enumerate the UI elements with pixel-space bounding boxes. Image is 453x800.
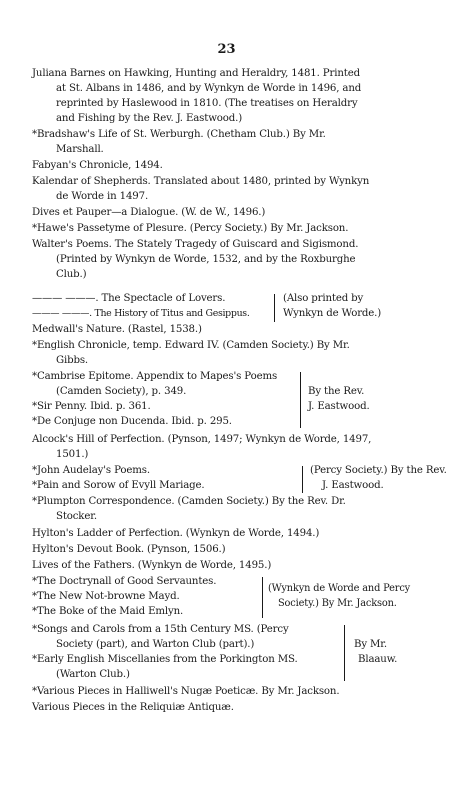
text-line: Medwall's Nature. (Rastel, 1538.) xyxy=(32,324,202,335)
brace xyxy=(270,294,275,322)
text-line: Fabyan's Chronicle, 1494. xyxy=(32,160,163,171)
text-line: J. Eastwood. xyxy=(308,401,370,412)
text-line: Kalendar of Shepherds. Translated about 1480, printed by Wynkyn xyxy=(32,176,370,187)
text-line: *De Conjuge non Ducenda. Ibid. p. 295. xyxy=(32,416,232,427)
text-line: *Songs and Carols from a 15th Century MS. (Percy xyxy=(32,624,289,635)
text-line: Club.) xyxy=(56,269,87,280)
text-line: (Warton Club.) xyxy=(56,669,130,680)
text-line: Juliana Barnes on Hawking, Hunting and Heraldry, 1481. Printed xyxy=(32,68,360,79)
text-line: By Mr. xyxy=(354,639,387,650)
text-line: *Hawe's Passetyme of Plesure. (Percy Society.) By Mr. Jackson. xyxy=(32,223,349,234)
text-line: (Printed by Wynkyn de Worde, 1532, and by the Roxburghe xyxy=(56,254,356,265)
text-line: *Early English Miscellanies from the Porkington MS. xyxy=(32,654,298,665)
text-line: Dives et Pauper—a Dialogue. (W. de W., 1496.) xyxy=(32,207,266,218)
text-line: Society (part), and Warton Club (part).) xyxy=(56,639,255,650)
text-line: Various Pieces in the Reliquiæ Antiquæ. xyxy=(32,702,234,713)
text-line: 1501.) xyxy=(56,449,89,460)
text-line: Stocker. xyxy=(56,511,97,522)
text-line: *Pain and Sorow of Evyll Mariage. xyxy=(32,480,205,491)
text-line: *The Doctrynall of Good Servauntes. xyxy=(32,576,217,587)
text-line: Hylton's Ladder of Perfection. (Wynkyn de Worde, 1494.) xyxy=(32,528,320,539)
text-line: reprinted by Haslewood in 1810. (The treatises on Heraldry xyxy=(56,98,358,109)
text-line: Lives of the Fathers. (Wynkyn de Worde, 1495.) xyxy=(32,560,272,571)
text-line: Walter's Poems. The Stately Tragedy of Guiscard and Sigismond. xyxy=(32,239,359,250)
text-line: *Bradshaw's Life of St. Werburgh. (Chetham Club.) By Mr. xyxy=(32,129,326,140)
text-line: at St. Albans in 1486, and by Wynkyn de Worde in 1496, and xyxy=(56,83,362,94)
brace xyxy=(296,372,301,428)
text-line: ——— ———. The History of Titus and Gesippus. xyxy=(32,308,250,319)
page-number: 23 xyxy=(217,42,236,57)
text-line: Alcock's Hill of Perfection. (Pynson, 1497; Wynkyn de Worde, 1497, xyxy=(32,434,372,445)
text-line: and Fishing by the Rev. J. Eastwood.) xyxy=(56,113,243,124)
text-line: (Wynkyn de Worde and Percy xyxy=(268,583,411,594)
text-line: Gibbs. xyxy=(56,355,89,366)
text-line: Hylton's Devout Book. (Pynson, 1506.) xyxy=(32,544,226,555)
text-line: Blaauw. xyxy=(358,654,398,665)
text-line: *The New Not-browne Mayd. xyxy=(32,591,180,602)
text-line: (Percy Society.) By the Rev. xyxy=(310,465,447,476)
text-line: *John Audelay's Poems. xyxy=(32,465,150,476)
text-line: By the Rev. xyxy=(308,386,365,397)
text-line: J. Eastwood. xyxy=(322,480,384,491)
brace xyxy=(298,466,303,493)
text-line: *Sir Penny. Ibid. p. 361. xyxy=(32,401,151,412)
text-line: *Cambrise Epitome. Appendix to Mapes's Poems xyxy=(32,371,278,382)
text-line: (Also printed by xyxy=(283,293,364,304)
text-line: *The Boke of the Maid Emlyn. xyxy=(32,606,184,617)
text-line: Society.) By Mr. Jackson. xyxy=(278,598,397,609)
text-line: *Various Pieces in Halliwell's Nugæ Poeticæ. By Mr. Jackson. xyxy=(32,686,340,697)
text-line: ——— ———. The Spectacle of Lovers. xyxy=(32,293,226,304)
text-line: Marshall. xyxy=(56,144,104,155)
text-line: (Camden Society), p. 349. xyxy=(56,386,187,397)
text-line: *English Chronicle, temp. Edward IV. (Camden Society.) By Mr. xyxy=(32,340,350,351)
text-line: *Plumpton Correspondence. (Camden Society.) By the Rev. Dr. xyxy=(32,496,346,507)
text-line: Wynkyn de Worde.) xyxy=(283,308,382,319)
text-line: de Worde in 1497. xyxy=(56,191,149,202)
brace xyxy=(340,625,345,681)
brace xyxy=(258,577,263,618)
